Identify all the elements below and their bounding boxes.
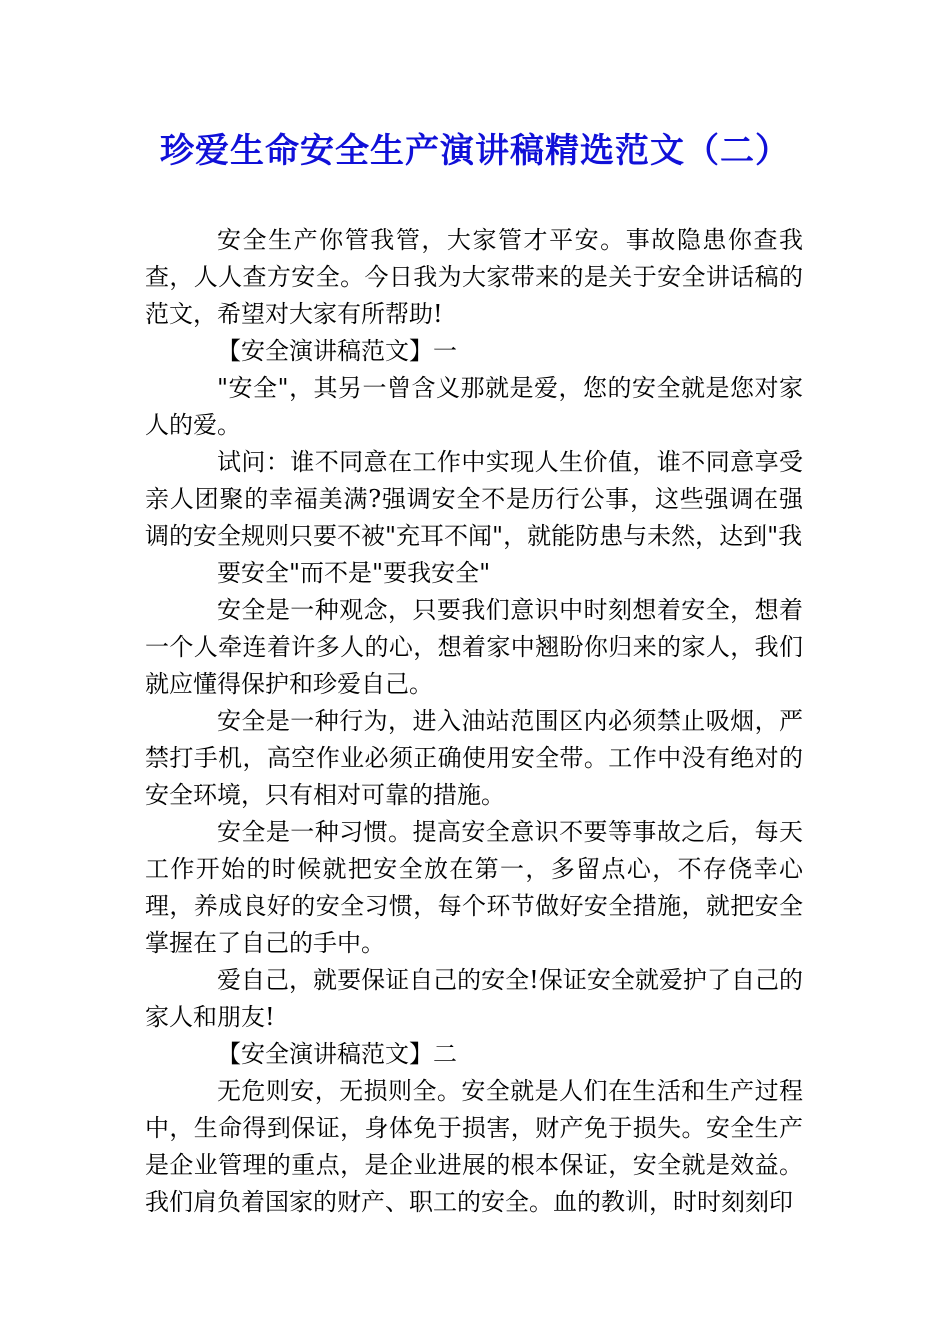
paragraph: "安全"，其另一曾含义那就是爱，您的安全就是您对家人的爱。	[145, 374, 803, 439]
section-heading-two: 【安全演讲稿范文】二	[217, 1040, 457, 1068]
paragraph: 安全是一种行为，进入油站范围区内必须禁止吸烟，严禁打手机，高空作业必须正确使用安全带。工作中没有绝对的安全环境，只有相对可靠的措施。	[145, 707, 803, 809]
paragraph-intro: 安全生产你管我管，大家管才平安。事故隐患你查我查，人人查方安全。今日我为大家带来的是关于安全讲话稿的范文，希望对大家有所帮助!	[145, 226, 803, 328]
paragraph: 无危则安，无损则全。安全就是人们在生活和生产过程中，生命得到保证，身体免于损害，财产免于损失。安全生产是企业管理的重点，是企业进展的根本保证，安全就是效益。我们肩负着国家的财产、职工的安全。血的教训，时时刻刻印	[145, 1077, 803, 1216]
paragraph: 试问：谁不同意在工作中实现人生价值，谁不同意享受亲人团聚的幸福美满?强调安全不是历行公事，这些强调在强调的安全规则只要不被"充耳不闻"，就能防患与未然，达到"我	[145, 448, 803, 550]
paragraph: 安全是一种观念，只要我们意识中时刻想着安全，想着一个人牵连着许多人的心，想着家中翘盼你归来的家人，我们就应懂得保护和珍爱自己。	[145, 596, 803, 698]
paragraph: 要安全"而不是"要我安全"	[217, 559, 491, 587]
page-title: 珍爱生命安全生产演讲稿精选范文（二）	[160, 131, 790, 171]
section-heading-one: 【安全演讲稿范文】一	[217, 337, 457, 365]
document-body	[145, 222, 803, 1221]
paragraph: 安全是一种习惯。提高安全意识不要等事故之后，每天工作开始的时候就把安全放在第一，多留点心，不存侥幸心理，养成良好的安全习惯，每个环节做好安全措施，就把安全掌握在了自己的手中。	[145, 818, 803, 957]
paragraph: 爱自己，就要保证自己的安全!保证安全就爱护了自己的家人和朋友!	[145, 966, 803, 1031]
